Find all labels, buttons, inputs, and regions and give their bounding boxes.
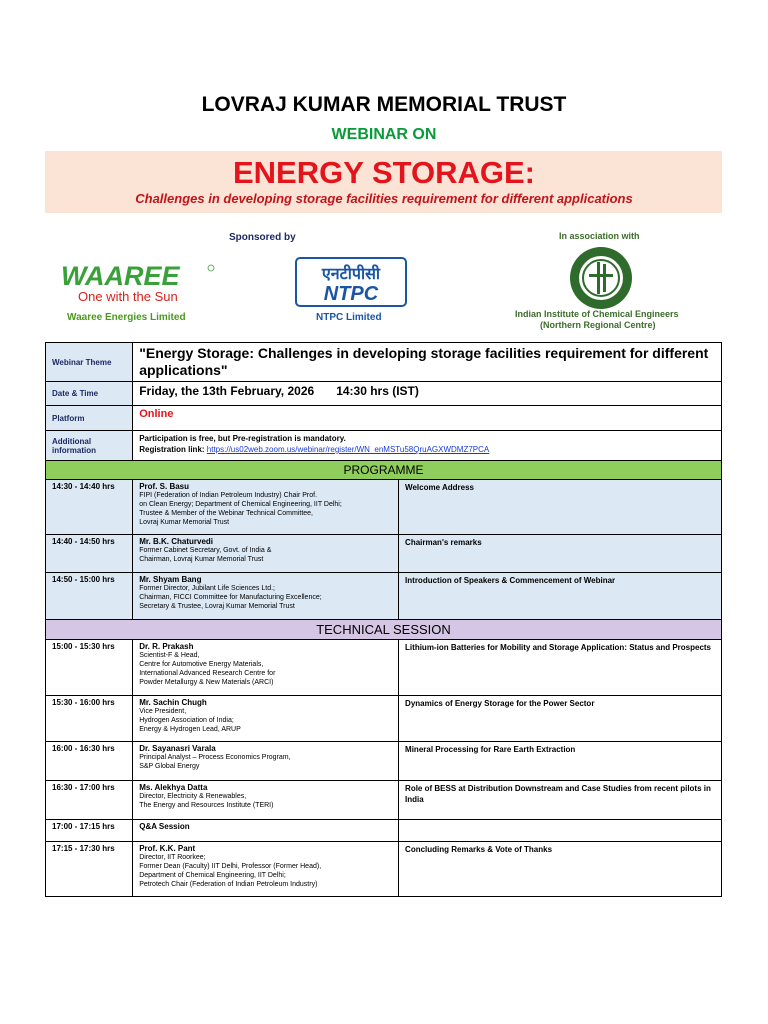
session-time: 15:00 - 15:30 hrs	[46, 640, 133, 696]
association-label: In association with	[559, 231, 640, 241]
speaker-designation: Scientist-F & Head,	[139, 652, 200, 659]
session-topic: Lithium-ion Batteries for Mobility and Storage Application: Status and Prospects	[399, 640, 722, 696]
speaker-cell	[133, 640, 399, 696]
session-topic: Mineral Processing for Rare Earth Extraction	[399, 742, 722, 781]
additional-note: Participation is free, but Pre-registration is mandatory.	[139, 434, 346, 443]
speaker-designation: International Advanced Research Centre for	[139, 670, 276, 677]
speaker-designation: Chairman, Lovraj Kumar Memorial Trust	[139, 556, 264, 563]
session-topic: Role of BESS at Distribution Downstream and Case Studies from recent pilots in India	[399, 781, 722, 820]
session-time: 14:30 - 14:40 hrs	[46, 480, 133, 535]
trust-title: LOVRAJ KUMAR MEMORIAL TRUST	[201, 93, 567, 116]
session-time: 17:15 - 17:30 hrs	[46, 842, 133, 897]
speaker-cell	[133, 696, 399, 742]
platform-value: Online	[133, 406, 722, 431]
programme-body	[46, 480, 722, 620]
waaree-tagline: One with the Sun	[78, 289, 178, 304]
webinar-on-label: WEBINAR ON	[331, 126, 437, 143]
technical-heading: TECHNICAL SESSION	[46, 620, 722, 640]
additional-value	[133, 431, 722, 461]
speaker-designation: Former Cabinet Secretary, Govt. of India &	[139, 547, 272, 554]
programme-heading: PROGRAMME	[46, 461, 722, 480]
schedule-row	[46, 820, 722, 842]
speaker-designation: Trustee & Member of the Webinar Technical Committee,	[139, 510, 313, 517]
session-time: 16:30 - 17:00 hrs	[46, 781, 133, 820]
speaker-cell	[133, 742, 399, 781]
speaker-designation: Former Director, Jubilant Life Sciences Ltd.;	[139, 585, 275, 592]
time-text: 14:30 hrs (IST)	[336, 384, 419, 398]
session-topic: Chairman's remarks	[399, 535, 722, 573]
schedule-row	[46, 640, 722, 696]
platform-row	[46, 406, 722, 431]
programme-header-row	[46, 461, 722, 480]
speaker-name: Ms. Alekhya Datta	[139, 783, 208, 792]
speaker-name: Prof. S. Basu	[139, 482, 190, 491]
technical-header-row	[46, 620, 722, 640]
date-value	[133, 382, 722, 406]
schedule-row	[46, 781, 722, 820]
speaker-cell	[133, 535, 399, 573]
schedule-row	[46, 480, 722, 535]
ntpc-caption: NTPC Limited	[316, 312, 382, 323]
waaree-logo-text: WAAREE	[61, 261, 180, 291]
iiche-caption: Indian Institute of Chemical Engineers	[515, 309, 679, 319]
speaker-cell	[133, 820, 399, 842]
platform-label: Platform	[46, 406, 133, 431]
schedule-row	[46, 842, 722, 897]
speaker-designation: S&P Global Energy	[139, 763, 200, 770]
date-label: Date & Time	[46, 382, 133, 406]
speaker-designation: Energy & Hydrogen Lead, ARUP	[139, 726, 241, 733]
technical-body	[46, 640, 722, 897]
speaker-name: Dr. R. Prakash	[139, 642, 194, 651]
sponsored-by-label: Sponsored by	[229, 232, 296, 243]
speaker-cell	[133, 573, 399, 620]
schedule-row	[46, 742, 722, 781]
subtitle: Challenges in developing storage facilities requirement for different applications	[135, 191, 633, 206]
session-time: 14:40 - 14:50 hrs	[46, 535, 133, 573]
additional-label: Additional information	[46, 431, 133, 461]
schedule-row	[46, 535, 722, 573]
ntpc-logo-text: NTPC	[323, 283, 379, 305]
speaker-designation: Vice President,	[139, 708, 187, 715]
ntpc-logo	[295, 257, 407, 307]
speaker-designation: Director, Electricity & Renewables,	[139, 793, 247, 800]
session-time: 15:30 - 16:00 hrs	[46, 696, 133, 742]
theme-label: Webinar Theme	[46, 343, 133, 382]
session-topic: Concluding Remarks & Vote of Thanks	[399, 842, 722, 897]
iiche-caption-region: (Northern Regional Centre)	[540, 320, 656, 330]
schedule-row	[46, 573, 722, 620]
session-time: 17:00 - 17:15 hrs	[46, 820, 133, 842]
speaker-designation: Powder Metallurgy & New Materials (ARCI)	[139, 679, 274, 686]
speaker-cell	[133, 842, 399, 897]
date-row	[46, 382, 722, 406]
speaker-designation: The Energy and Resources Institute (TERI)	[139, 802, 274, 809]
speaker-name: Mr. Sachin Chugh	[139, 698, 207, 707]
session-time: 16:00 - 16:30 hrs	[46, 742, 133, 781]
speaker-designation: Director, IIT Roorkee;	[139, 854, 206, 861]
speaker-designation: Centre for Automotive Energy Materials,	[139, 661, 264, 668]
speaker-cell	[133, 480, 399, 535]
speaker-name: Mr. Shyam Bang	[139, 575, 202, 584]
session-topic: Introduction of Speakers & Commencement of Webinar	[399, 573, 722, 620]
speaker-name: Q&A Session	[139, 822, 190, 831]
speaker-designation: Lovraj Kumar Memorial Trust	[139, 519, 230, 526]
speaker-designation: Principal Analyst – Process Economics Program,	[139, 754, 291, 761]
session-topic: Welcome Address	[399, 480, 722, 535]
speaker-designation: Petrotech Chair (Federation of Indian Petroleum Industry)	[139, 881, 318, 888]
session-time: 14:50 - 15:00 hrs	[46, 573, 133, 620]
speaker-name: Dr. Sayanasri Varala	[139, 744, 216, 753]
iiche-emblem	[569, 246, 633, 310]
webinar-details-table	[45, 342, 722, 897]
schedule-row	[46, 696, 722, 742]
theme-value: "Energy Storage: Challenges in developing storage facilities requirement for different applications"	[133, 343, 722, 382]
session-topic	[399, 820, 722, 842]
speaker-designation: on Clean Energy; Department of Chemical Engineering, IIT Delhi;	[139, 501, 342, 508]
registration-link[interactable]: https://us02web.zoom.us/webinar/register/WN_enMSTu58QruAGXWDMZ7PCA	[206, 445, 490, 454]
speaker-designation: Chairman, FICCI Committee for Manufacturing Excellence;	[139, 594, 322, 601]
speaker-designation: Secretary & Trustee, Lovraj Kumar Memorial Trust	[139, 603, 295, 610]
additional-row	[46, 431, 722, 461]
registration-label: Registration link:	[139, 445, 207, 454]
waaree-caption: Waaree Energies Limited	[67, 312, 186, 323]
session-topic: Dynamics of Energy Storage for the Power Sector	[399, 696, 722, 742]
theme-row	[46, 343, 722, 382]
speaker-designation: FIPI (Federation of Indian Petroleum Industry) Chair Prof.	[139, 492, 318, 499]
speaker-name: Prof. K.K. Pant	[139, 844, 196, 853]
main-title: ENERGY STORAGE:	[232, 155, 536, 190]
speaker-designation: Former Dean (Faculty) IIT Delhi, Professor (Former Head),	[139, 863, 322, 870]
ntpc-hindi-text: एनटीपीसी	[321, 264, 381, 283]
speaker-cell	[133, 781, 399, 820]
date-text: Friday, the 13th February, 2026	[139, 384, 315, 398]
speaker-designation: Department of Chemical Engineering, IIT Delhi;	[139, 872, 286, 879]
speaker-designation: Hydrogen Association of India;	[139, 717, 234, 724]
speaker-name: Mr. B.K. Chaturvedi	[139, 537, 214, 546]
